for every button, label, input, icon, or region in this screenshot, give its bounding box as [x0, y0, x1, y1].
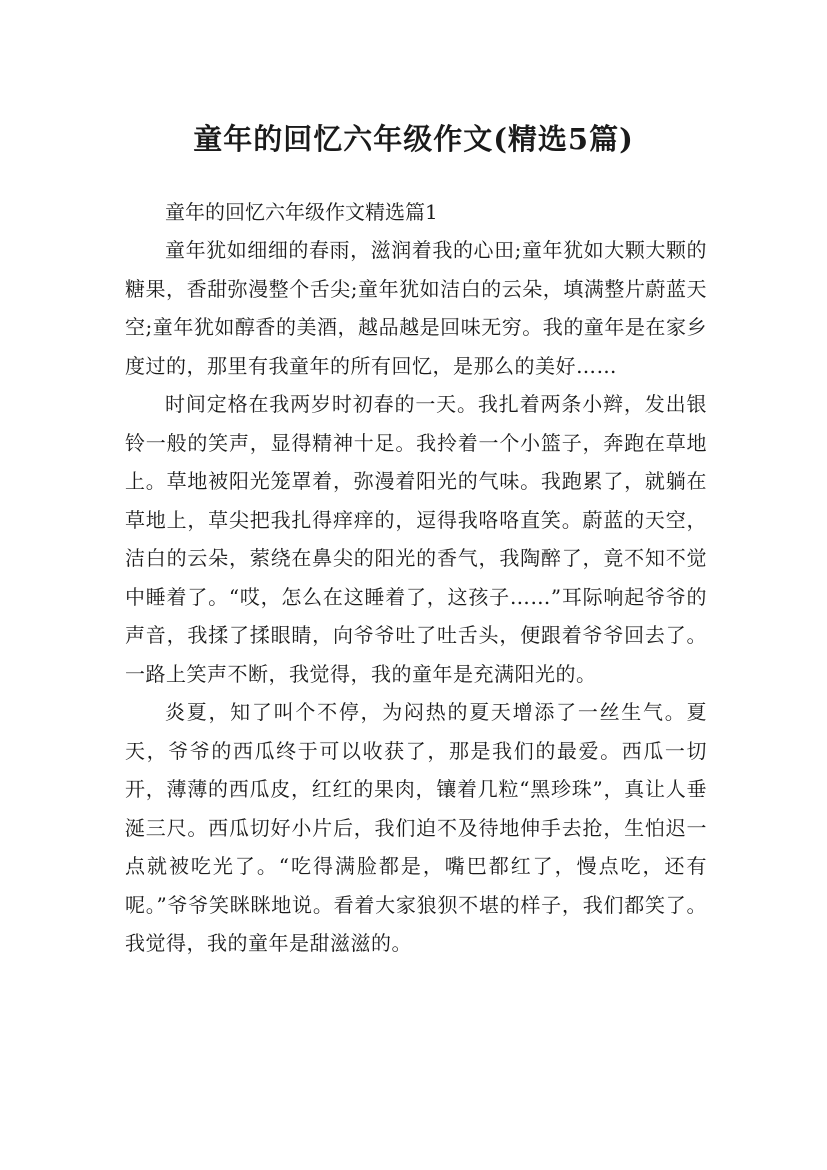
document-body [125, 193, 707, 963]
section-heading: 童年的回忆六年级作文精选篇1 [165, 200, 438, 224]
document-title: 童年的回忆六年级作文(精选5篇) [193, 122, 634, 157]
paragraph-2: 时间定格在我两岁时初春的一天。我扎着两条小辫，发出银铃一般的笑声，显得精神十足。我拎着一个小篮子，奔跑在草地上。草地被阳光笼罩着，弥漫着阳光的气味。我跑累了，就躺在草地上，草尖把我扎得痒痒的，逗得我咯咯直笑。蔚蓝的天空，洁白的云朵，萦绕在鼻尖的阳光的香气，我陶醉了，竟不知不觉中睡着了。“哎，怎么在这睡着了，这孩子……”耳际响起爷爷的声音，我揉了揉眼睛，向爷爷吐了吐舌头，便跟着爷爷回去了。一路上笑声不断，我觉得，我的童年是充满阳光的。 [125, 392, 707, 686]
paragraph-3: 炎夏，知了叫个不停，为闷热的夏天增添了一丝生气。夏天，爷爷的西瓜终于可以收获了，那是我们的最爱。西瓜一切开，薄薄的西瓜皮，红红的果肉，镶着几粒“黑珍珠”，真让人垂涎三尺。西瓜切好小片后，我们迫不及待地伸手去抢，生怕迟一点就被吃光了。“吃得满脸都是，嘴巴都红了，慢点吃，还有呢。”爷爷笑眯眯地说。看着大家狼狈不堪的样子，我们都笑了。我觉得，我的童年是甜滋滋的。 [125, 700, 707, 955]
paragraph-1: 童年犹如细细的春雨，滋润着我的心田;童年犹如大颗大颗的糖果，香甜弥漫整个舌尖;童年犹如洁白的云朵，填满整片蔚蓝天空;童年犹如醇香的美酒，越品越是回味无穷。我的童年是在家乡度过的，那里有我童年的所有回忆，是那么的美好…… [125, 238, 707, 378]
